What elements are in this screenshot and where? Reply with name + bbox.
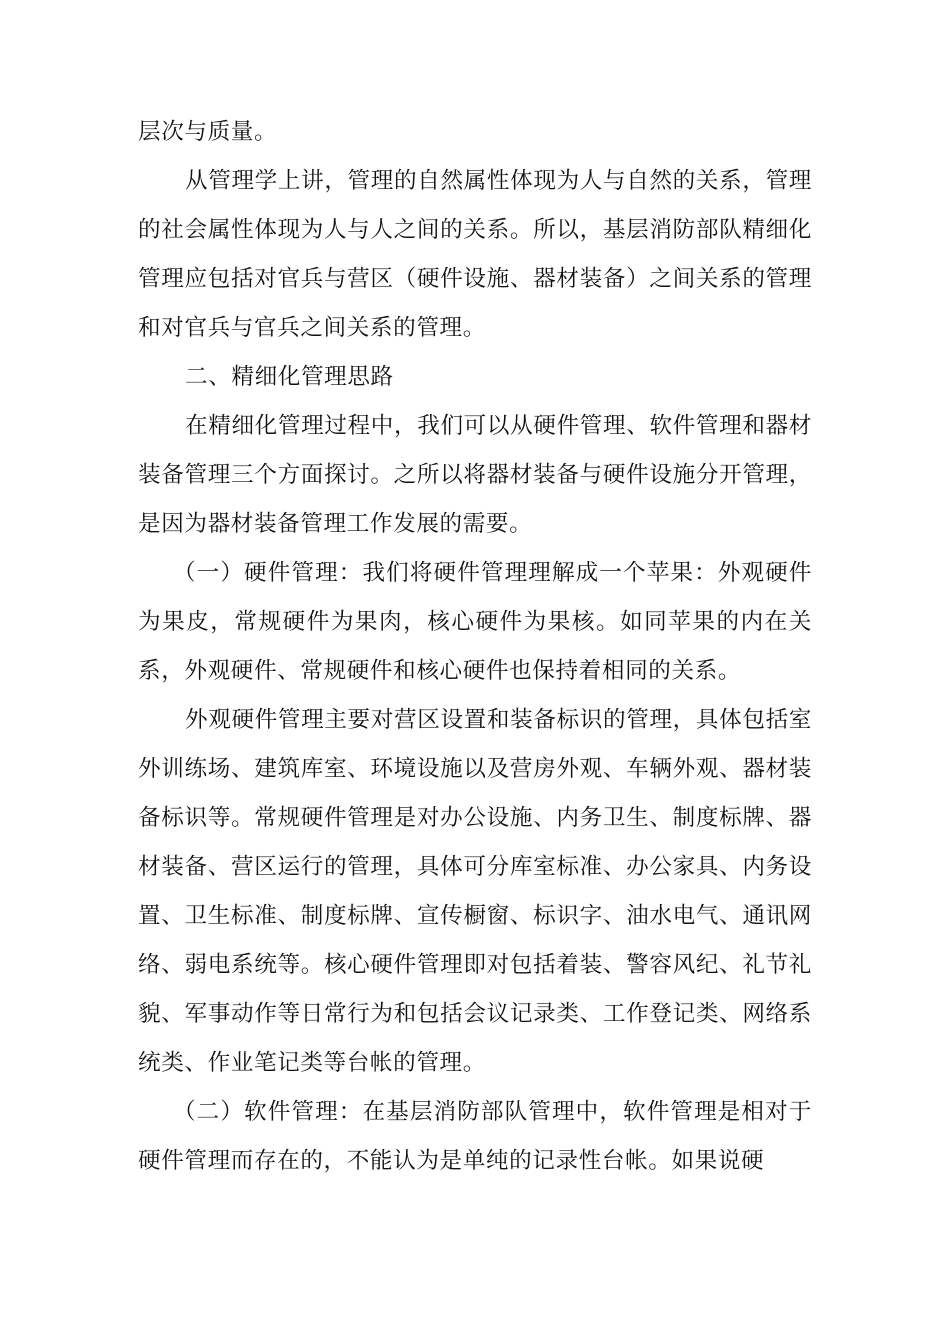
paragraph-management-attributes: 从管理学上讲，管理的自然属性体现为人与自然的关系，管理的社会属性体现为人与人之间的关系。所以，基层消防部队精细化管理应包括对官兵与营区（硬件设施、器材装备）之间关系的管理和对官兵与官兵之间关系的管理。 bbox=[138, 168, 812, 341]
paragraph-continuation: 层次与质量。 bbox=[138, 119, 278, 145]
paragraph-hardware-details: 外观硬件管理主要对营区设置和装备标识的管理，具体包括室外训练场、建筑库室、环境设施以及营房外观、车辆外观、器材装备标识等。常规硬件管理是对办公设施、内务卫生、制度标牌、器材装备、营区运行的管理，具体可分库室标准、办公家具、内务设置、卫生标准、制度标牌、宣传橱窗、标识字、油水电气、通讯网络、弱电系统等。核心硬件管理即对包括着装、警容风纪、礼节礼貌、军事动作等日常行为和包括会议记录类、工作登记类、网络系统类、作业笔记类等台帐的管理。 bbox=[138, 707, 812, 1076]
paragraph-software-management: （二）软件管理：在基层消防部队管理中，软件管理是相对于硬件管理而存在的，不能认为是单纯的记录性台帐。如果说硬 bbox=[138, 1099, 812, 1174]
paragraph-hardware-management: （一）硬件管理：我们将硬件管理理解成一个苹果：外观硬件为果皮，常规硬件为果肉，核心硬件为果核。如同苹果的内在关系，外观硬件、常规硬件和核心硬件也保持着相同的关系。 bbox=[138, 560, 812, 684]
paragraph-management-process: 在精细化管理过程中，我们可以从硬件管理、软件管理和器材装备管理三个方面探讨。之所以将器材装备与硬件设施分开管理，是因为器材装备管理工作发展的需要。 bbox=[138, 413, 812, 537]
section-heading-2: 二、精细化管理思路 bbox=[185, 364, 394, 390]
document-body bbox=[138, 108, 812, 1186]
